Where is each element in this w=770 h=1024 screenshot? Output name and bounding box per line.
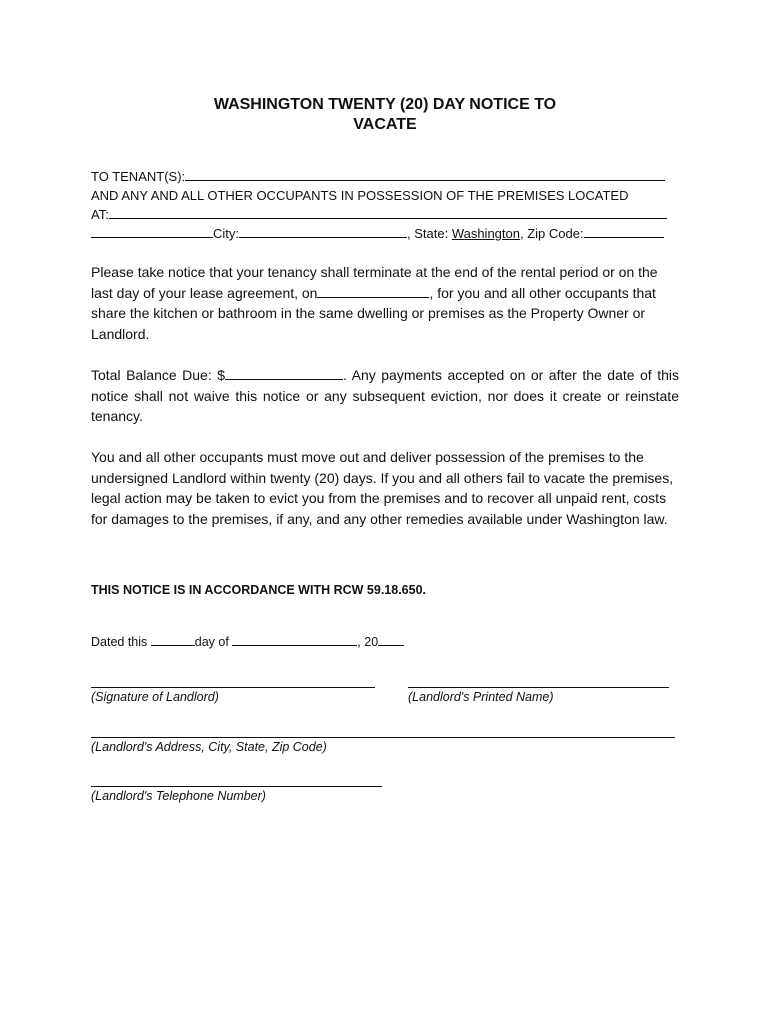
city-field[interactable] — [239, 225, 407, 238]
state-value: Washington — [451, 226, 520, 241]
landlord-telephone-label: (Landlord's Telephone Number) — [91, 789, 266, 803]
occupants-line: AND ANY AND ALL OTHER OCCUPANTS IN POSSESSION OF THE PREMISES LOCATED — [91, 188, 629, 203]
balance-due-field[interactable] — [225, 366, 343, 380]
telephone-line[interactable] — [91, 786, 382, 787]
printed-name-line[interactable] — [408, 687, 669, 688]
printed-name-label: (Landlord's Printed Name) — [408, 690, 554, 704]
para2-text-a: Total Balance Due: $ — [91, 367, 226, 383]
dated-label-c: , 20 — [357, 635, 379, 649]
termination-paragraph — [91, 262, 679, 344]
day-field[interactable] — [151, 633, 195, 646]
premises-address-field[interactable] — [109, 206, 667, 219]
city-state-zip-line — [91, 225, 664, 243]
signature-landlord-line[interactable] — [91, 687, 375, 688]
state-label: , State: — [407, 226, 452, 241]
tenant-name-field[interactable] — [185, 168, 665, 181]
title-line-1: WASHINGTON TWENTY (20) DAY NOTICE TO — [213, 96, 557, 113]
vacate-paragraph: You and all other occupants must move out and deliver possession of the premises to the undersigned Landlord within twenty (20) days. If you and all others fail to vacate the premises, legal action may be taken to evict you from the premises and to recover all unpaid rent, costs for damages to the premises, if any, and any other remedies available under Washington law. — [91, 449, 674, 527]
dated-label-a: Dated this — [91, 635, 151, 649]
address-line — [91, 206, 667, 224]
landlord-address-label: (Landlord's Address, City, State, Zip Code) — [91, 740, 327, 754]
para2-text-b: . Any payments accepted on or after the date of this notice shall not waive this notice or any subsequent eviction, nor does it create or reinstate tenancy. — [91, 367, 679, 425]
rcw-note: THIS NOTICE IS IN ACCORDANCE WITH RCW 59.18.650. — [91, 583, 426, 597]
at-label: AT: — [91, 207, 109, 222]
address-signature-line[interactable] — [91, 737, 675, 738]
month-field[interactable] — [232, 633, 357, 646]
signature-landlord-label: (Signature of Landlord) — [91, 690, 219, 704]
year-field[interactable] — [378, 633, 404, 646]
para1-text-a: Please take notice that your tenancy shall terminate at the end of the rental period or on the last day of your lease agreement, on — [91, 264, 658, 301]
termination-date-field[interactable] — [317, 284, 429, 298]
document-title — [0, 95, 770, 135]
address-continued-field[interactable] — [91, 225, 213, 238]
title-line-2: VACATE — [353, 116, 417, 133]
balance-paragraph — [91, 365, 679, 427]
dated-line — [91, 633, 404, 649]
zip-code-field[interactable] — [584, 225, 664, 238]
dated-label-b: day of — [194, 635, 233, 649]
para1-text-b: , for you and all other occupants that share the kitchen or bathroom in the same dwelling or premises as the Property Owner or Landlord. — [91, 284, 656, 342]
city-label: City: — [213, 226, 239, 241]
tenant-line — [91, 168, 665, 186]
zip-label: , Zip Code: — [519, 226, 584, 241]
tenant-label: TO TENANT(S): — [91, 169, 186, 184]
